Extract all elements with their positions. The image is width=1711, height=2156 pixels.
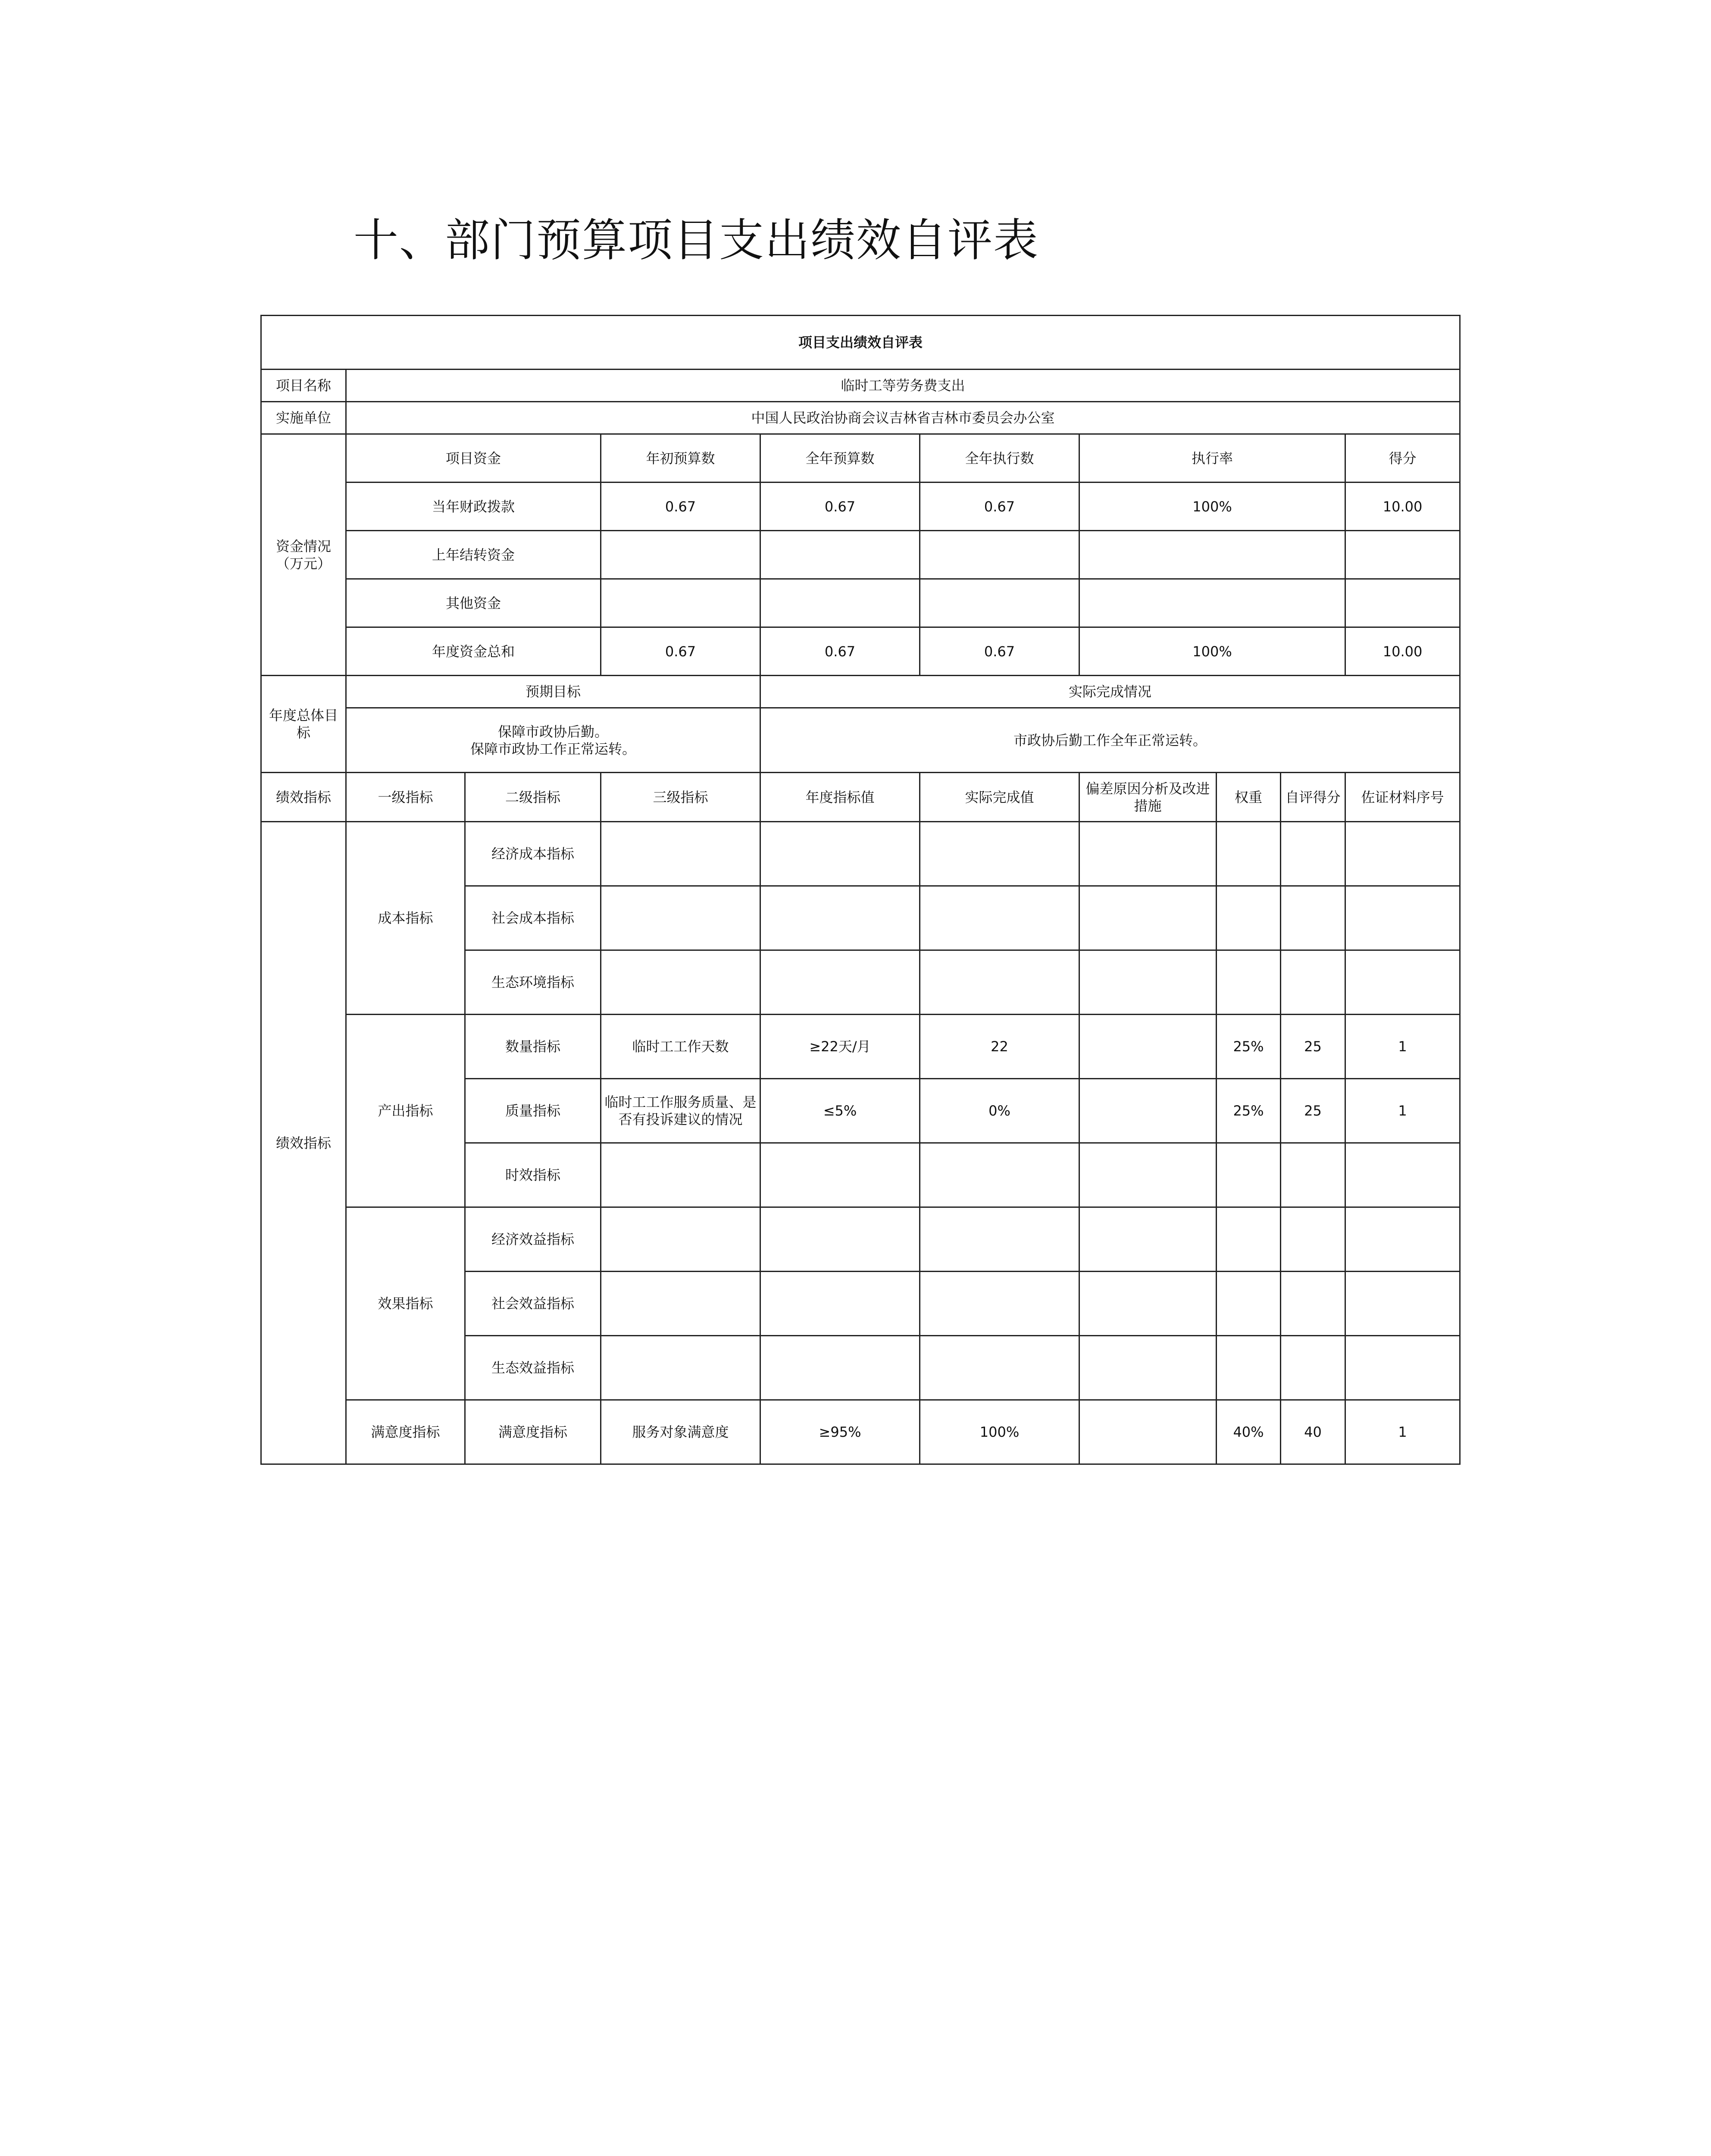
actual-value: [920, 1143, 1079, 1207]
level2-indicator: 时效指标: [465, 1143, 601, 1207]
evidence-cell: [1345, 1143, 1460, 1207]
score-cell: 25: [1281, 1015, 1345, 1079]
deviation-cell: [1079, 1079, 1217, 1143]
deviation-cell: [1079, 950, 1217, 1015]
deviation-cell: [1079, 1272, 1217, 1336]
target-value: [760, 886, 920, 950]
evidence-cell: 1: [1345, 1015, 1460, 1079]
level2-indicator: 经济成本指标: [465, 822, 601, 886]
target-value: ≥22天/月: [760, 1015, 920, 1079]
goals-expected-text: 保障市政协后勤。 保障市政协工作正常运转。: [346, 708, 760, 773]
unit-value: 中国人民政治协商会议吉林省吉林市委员会办公室: [346, 402, 1460, 434]
performance-header: 实际完成值: [920, 773, 1079, 822]
level3-indicator: [601, 1143, 760, 1207]
score-cell: [1281, 1143, 1345, 1207]
funds-cell: [1345, 579, 1460, 627]
funds-cell: [601, 579, 760, 627]
target-value: ≤5%: [760, 1079, 920, 1143]
unit-label: 实施单位: [261, 402, 346, 434]
target-value: ≥95%: [760, 1400, 920, 1464]
weight-cell: 40%: [1217, 1400, 1281, 1464]
evidence-cell: [1345, 1336, 1460, 1400]
funds-row-label: 其他资金: [346, 579, 601, 627]
level3-indicator: [601, 1336, 760, 1400]
funds-header: 得分: [1345, 434, 1460, 483]
actual-value: 22: [920, 1015, 1079, 1079]
performance-header: 自评得分: [1281, 773, 1345, 822]
funds-cell: 10.00: [1345, 483, 1460, 531]
target-value: [760, 1143, 920, 1207]
weight-cell: [1217, 1336, 1281, 1400]
goals-actual-text: 市政协后勤工作全年正常运转。: [760, 708, 1460, 773]
evidence-cell: 1: [1345, 1079, 1460, 1143]
funds-row-label: 当年财政拨款: [346, 483, 601, 531]
weight-cell: 25%: [1217, 1015, 1281, 1079]
funds-cell: 100%: [1079, 483, 1345, 531]
funds-cell: 0.67: [760, 627, 920, 676]
deviation-cell: [1079, 822, 1217, 886]
target-value: [760, 1207, 920, 1272]
funds-cell: [1079, 531, 1345, 579]
weight-cell: [1217, 1207, 1281, 1272]
funds-cell: [920, 531, 1079, 579]
performance-self-evaluation-table: [260, 315, 1461, 1465]
funds-cell: [760, 579, 920, 627]
weight-cell: [1217, 886, 1281, 950]
deviation-cell: [1079, 1015, 1217, 1079]
project-name-label: 项目名称: [261, 370, 346, 402]
evidence-cell: 1: [1345, 1400, 1460, 1464]
weight-cell: [1217, 1272, 1281, 1336]
performance-header: 佐证材料序号: [1345, 773, 1460, 822]
deviation-cell: [1079, 886, 1217, 950]
actual-value: [920, 950, 1079, 1015]
performance-header: 年度指标值: [760, 773, 920, 822]
target-value: [760, 950, 920, 1015]
funds-cell: 0.67: [920, 627, 1079, 676]
goals-label: 年度总体目标: [261, 676, 346, 773]
funds-row-label: 年度资金总和: [346, 627, 601, 676]
target-value: [760, 822, 920, 886]
evidence-cell: [1345, 822, 1460, 886]
level2-indicator: 社会成本指标: [465, 886, 601, 950]
score-cell: [1281, 950, 1345, 1015]
funds-header: 项目资金: [346, 434, 601, 483]
deviation-cell: [1079, 1400, 1217, 1464]
score-cell: [1281, 822, 1345, 886]
weight-cell: [1217, 822, 1281, 886]
funds-cell: 10.00: [1345, 627, 1460, 676]
performance-group-label: 绩效指标: [261, 822, 346, 1464]
funds-cell: [601, 531, 760, 579]
actual-value: [920, 886, 1079, 950]
performance-header: 偏差原因分析及改进措施: [1079, 773, 1217, 822]
level3-indicator: 临时工工作天数: [601, 1015, 760, 1079]
actual-value: 0%: [920, 1079, 1079, 1143]
funds-cell: 0.67: [920, 483, 1079, 531]
actual-value: [920, 1336, 1079, 1400]
score-cell: [1281, 1336, 1345, 1400]
evidence-cell: [1345, 1272, 1460, 1336]
performance-label: 绩效指标: [261, 773, 346, 822]
funds-cell: 100%: [1079, 627, 1345, 676]
level2-indicator: 社会效益指标: [465, 1272, 601, 1336]
funds-cell: 0.67: [601, 483, 760, 531]
level2-indicator: 生态环境指标: [465, 950, 601, 1015]
weight-cell: 25%: [1217, 1079, 1281, 1143]
actual-value: [920, 822, 1079, 886]
weight-cell: [1217, 950, 1281, 1015]
level1-indicator: 成本指标: [346, 822, 465, 1015]
level3-indicator: [601, 1207, 760, 1272]
level1-indicator: 效果指标: [346, 1207, 465, 1400]
score-cell: 40: [1281, 1400, 1345, 1464]
project-name-value: 临时工等劳务费支出: [346, 370, 1460, 402]
target-value: [760, 1272, 920, 1336]
funds-header: 执行率: [1079, 434, 1345, 483]
target-value: [760, 1336, 920, 1400]
level2-indicator: 满意度指标: [465, 1400, 601, 1464]
level2-indicator: 数量指标: [465, 1015, 601, 1079]
level3-indicator: [601, 886, 760, 950]
performance-header: 权重: [1217, 773, 1281, 822]
level2-indicator: 质量指标: [465, 1079, 601, 1143]
level3-indicator: [601, 950, 760, 1015]
funds-cell: [1079, 579, 1345, 627]
performance-header: 二级指标: [465, 773, 601, 822]
actual-value: 100%: [920, 1400, 1079, 1464]
funds-cell: 0.67: [601, 627, 760, 676]
level3-indicator: 服务对象满意度: [601, 1400, 760, 1464]
level2-indicator: 经济效益指标: [465, 1207, 601, 1272]
deviation-cell: [1079, 1336, 1217, 1400]
level1-indicator: 满意度指标: [346, 1400, 465, 1464]
page-heading: 十、部门预算项目支出绩效自评表: [353, 214, 1039, 266]
score-cell: 25: [1281, 1079, 1345, 1143]
funds-header: 全年预算数: [760, 434, 920, 483]
evidence-cell: [1345, 950, 1460, 1015]
funds-row-label: 上年结转资金: [346, 531, 601, 579]
funds-cell: [760, 531, 920, 579]
level3-indicator: 临时工工作服务质量、是否有投诉建议的情况: [601, 1079, 760, 1143]
score-cell: [1281, 886, 1345, 950]
level3-indicator: [601, 822, 760, 886]
funds-cell: [920, 579, 1079, 627]
funds-group-label: 资金情况 （万元）: [261, 434, 346, 676]
goals-expected-header: 预期目标: [346, 676, 760, 708]
deviation-cell: [1079, 1143, 1217, 1207]
funds-cell: [1345, 531, 1460, 579]
level2-indicator: 生态效益指标: [465, 1336, 601, 1400]
score-cell: [1281, 1272, 1345, 1336]
score-cell: [1281, 1207, 1345, 1272]
level3-indicator: [601, 1272, 760, 1336]
weight-cell: [1217, 1143, 1281, 1207]
funds-header: 全年执行数: [920, 434, 1079, 483]
evidence-cell: [1345, 886, 1460, 950]
level1-indicator: 产出指标: [346, 1015, 465, 1207]
actual-value: [920, 1272, 1079, 1336]
goals-actual-header: 实际完成情况: [760, 676, 1460, 708]
table-title: 项目支出绩效自评表: [261, 316, 1460, 370]
funds-cell: 0.67: [760, 483, 920, 531]
performance-header: 一级指标: [346, 773, 465, 822]
evidence-cell: [1345, 1207, 1460, 1272]
actual-value: [920, 1207, 1079, 1272]
deviation-cell: [1079, 1207, 1217, 1272]
funds-header: 年初预算数: [601, 434, 760, 483]
performance-header: 三级指标: [601, 773, 760, 822]
